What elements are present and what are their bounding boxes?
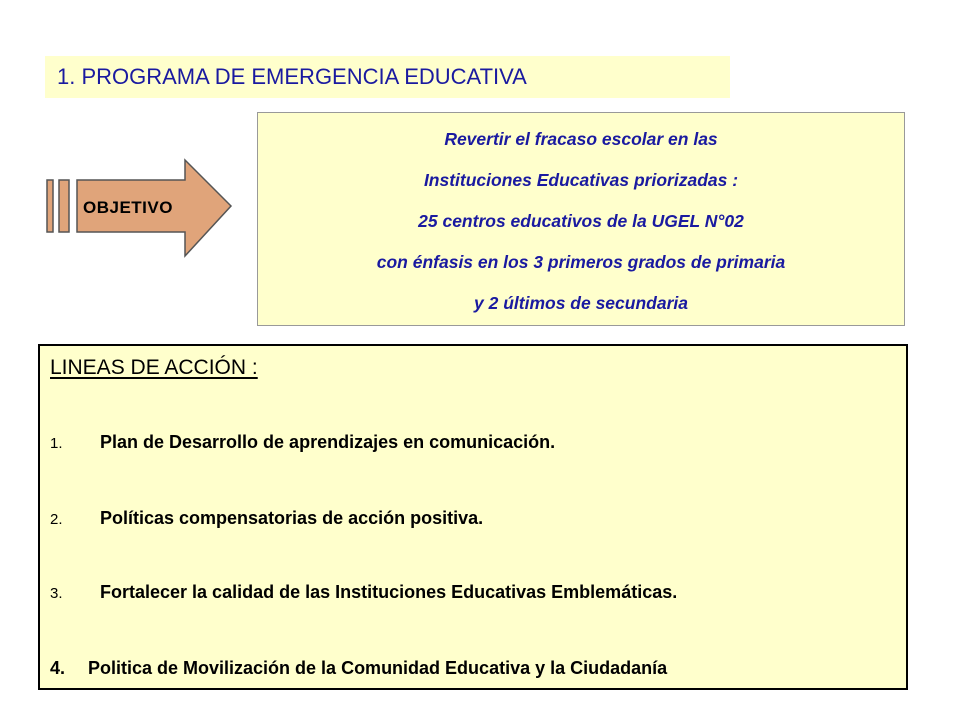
action-item-number: 4. <box>50 658 66 678</box>
action-item-text: Políticas compensatorias de acción positiva. <box>100 508 484 528</box>
page-title-text: 1. PROGRAMA DE EMERGENCIA EDUCATIVA <box>57 64 527 89</box>
objective-box <box>257 112 905 326</box>
lines-of-action-box <box>38 344 908 690</box>
action-item <box>50 582 677 603</box>
objective-line: y 2 últimos de secundaria <box>474 293 688 313</box>
objective-line: con énfasis en los 3 primeros grados de primaria <box>376 252 786 272</box>
action-item <box>50 508 483 529</box>
action-item <box>50 658 667 679</box>
action-item-text: Politica de Movilización de la Comunidad Educativa y la Ciudadanía <box>88 658 668 678</box>
action-item <box>50 432 555 453</box>
objective-label: OBJETIVO <box>83 198 173 217</box>
objective-line: Instituciones Educativas priorizadas : <box>423 170 739 190</box>
action-item-number: 2. <box>50 511 63 528</box>
objective-line: Revertir el fracaso escolar en las <box>444 129 718 149</box>
page-title <box>45 56 730 98</box>
lines-of-action-heading: LINEAS DE ACCIÓN : <box>50 356 258 379</box>
objective-line: 25 centros educativos de la UGEL N°02 <box>418 211 744 231</box>
action-item-text: Plan de Desarrollo de aprendizajes en comunicación. <box>100 432 556 452</box>
action-item-text: Fortalecer la calidad de las Instituciones Educativas Emblemáticas. <box>100 582 678 602</box>
objective-arrow <box>45 158 235 260</box>
action-item-number: 3. <box>50 585 63 602</box>
action-item-number: 1. <box>50 435 63 452</box>
